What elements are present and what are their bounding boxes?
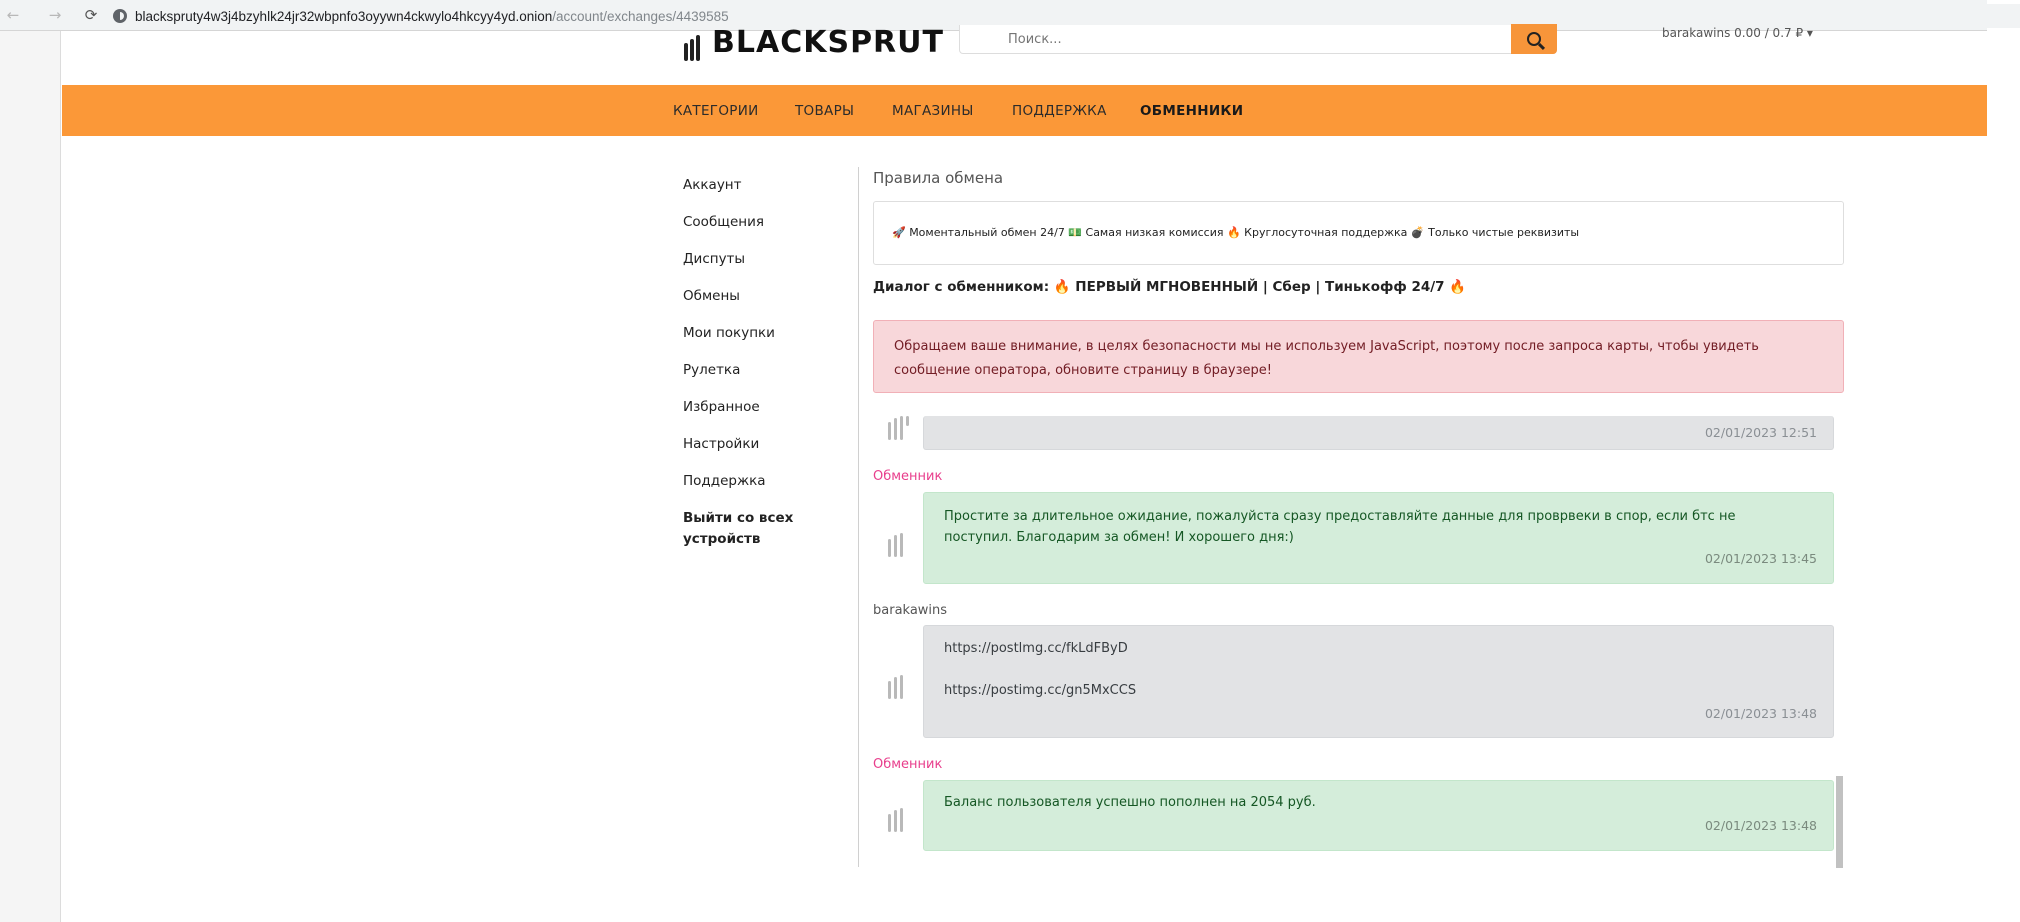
nav-products[interactable]: ТОВАРЫ: [795, 103, 855, 119]
search-input[interactable]: [960, 25, 1511, 53]
message-text: Простите за длительное ожидание, пожалуйста сразу предоставляйте данные для проврвеки в спор, если бтс не поступил. Благодарим за обмен! И хорошего дня:): [944, 509, 1736, 545]
sidebar-item-account[interactable]: Аккаунт: [683, 177, 742, 193]
message-time: 02/01/2023 13:48: [1704, 706, 1817, 721]
message-link[interactable]: https://postlmg.cc/fkLdFByD: [944, 641, 1128, 656]
search-form: [959, 25, 1557, 54]
sidebar-item-favorites[interactable]: Избранное: [683, 399, 760, 415]
message-bubble: [923, 416, 1834, 450]
message-author: Обменник: [873, 469, 943, 484]
sidebar-item-purchases[interactable]: Мои покупки: [683, 325, 775, 341]
chat-scrollbar[interactable]: [1836, 776, 1843, 868]
message-time: 02/01/2023 12:51: [1704, 425, 1817, 440]
message-bubble: [923, 625, 1834, 738]
url-path: /account/exchanges/4439585: [552, 8, 729, 24]
message-author: Обменник: [873, 757, 943, 772]
security-alert: [873, 320, 1844, 393]
page-title: Правила обмена: [873, 169, 1004, 187]
message-text: Баланс пользователя успешно пополнен на 2054 руб.: [944, 795, 1316, 810]
avatar-icon: [888, 808, 910, 834]
avatar-icon: [888, 416, 910, 442]
message-time: 02/01/2023 13:48: [1704, 818, 1817, 833]
dialog-title: Диалог с обменником: 🔥 ПЕРВЫЙ МГНОВЕННЫЙ | Сбер | Тинькофф 24/7 🔥: [873, 279, 1467, 295]
back-arrow-icon[interactable]: ←: [6, 6, 20, 24]
alert-text: Обращаем ваше внимание, в целях безопасности мы не используем JavaScript, поэтому после запроса карты, чтобы увидеть сообщение оператора, обновите страницу в браузере!: [894, 339, 1759, 378]
main-nav: [62, 85, 1987, 136]
sidebar-item-roulette[interactable]: Рулетка: [683, 362, 741, 378]
content-divider: [858, 167, 859, 867]
site-logo[interactable]: [684, 23, 944, 63]
rules-box: [873, 201, 1844, 265]
site-info-icon[interactable]: [113, 9, 127, 23]
search-button[interactable]: [1511, 24, 1557, 54]
logo-text: BLACKSPRUT: [712, 25, 944, 60]
message-bubble: [923, 492, 1834, 584]
nav-categories[interactable]: КАТЕГОРИИ: [673, 103, 759, 119]
sidebar-item-logout-all[interactable]: Выйти со всех устройств: [683, 510, 794, 547]
sidebar-item-disputes[interactable]: Диспуты: [683, 251, 746, 267]
sidebar-item-messages[interactable]: Сообщения: [683, 214, 765, 230]
left-gutter: [0, 31, 61, 922]
message-bubble: [923, 780, 1834, 851]
reload-icon[interactable]: ⟳: [84, 6, 98, 24]
message-author: barakawins: [873, 603, 948, 618]
avatar-icon: [888, 533, 910, 559]
message-time: 02/01/2023 13:45: [1704, 551, 1817, 566]
site-header: [62, 25, 1987, 85]
rules-text: 🚀 Моментальный обмен 24/7 💵 Самая низкая комиссия 🔥 Круглосуточная поддержка 💣 Только чистые реквизиты: [892, 226, 1580, 239]
url-host: blacksprutу4w3j4bzyhlk24jr32wbpnfo3oyywn4ckwylo4hkcyy4yd.onion: [135, 8, 553, 24]
nav-support[interactable]: ПОДДЕРЖКА: [1012, 103, 1107, 119]
logo-bars-icon: [684, 35, 706, 61]
user-balance[interactable]: barakawins 0.00 / 0.7 ₽ ▾: [1662, 26, 1813, 40]
message-link[interactable]: https://postimg.cc/gn5MxCCS: [944, 683, 1137, 698]
forward-arrow-icon[interactable]: →: [48, 6, 62, 24]
sidebar-item-exchanges[interactable]: Обмены: [683, 288, 740, 304]
nav-shops[interactable]: МАГАЗИНЫ: [892, 103, 974, 119]
avatar-icon: [888, 675, 910, 701]
sidebar-item-settings[interactable]: Настройки: [683, 436, 760, 452]
sidebar-item-support[interactable]: Поддержка: [683, 473, 766, 489]
chat-messages[interactable]: [873, 416, 1844, 868]
search-icon: [1527, 32, 1541, 46]
nav-exchangers[interactable]: ОБМЕННИКИ: [1140, 103, 1244, 119]
